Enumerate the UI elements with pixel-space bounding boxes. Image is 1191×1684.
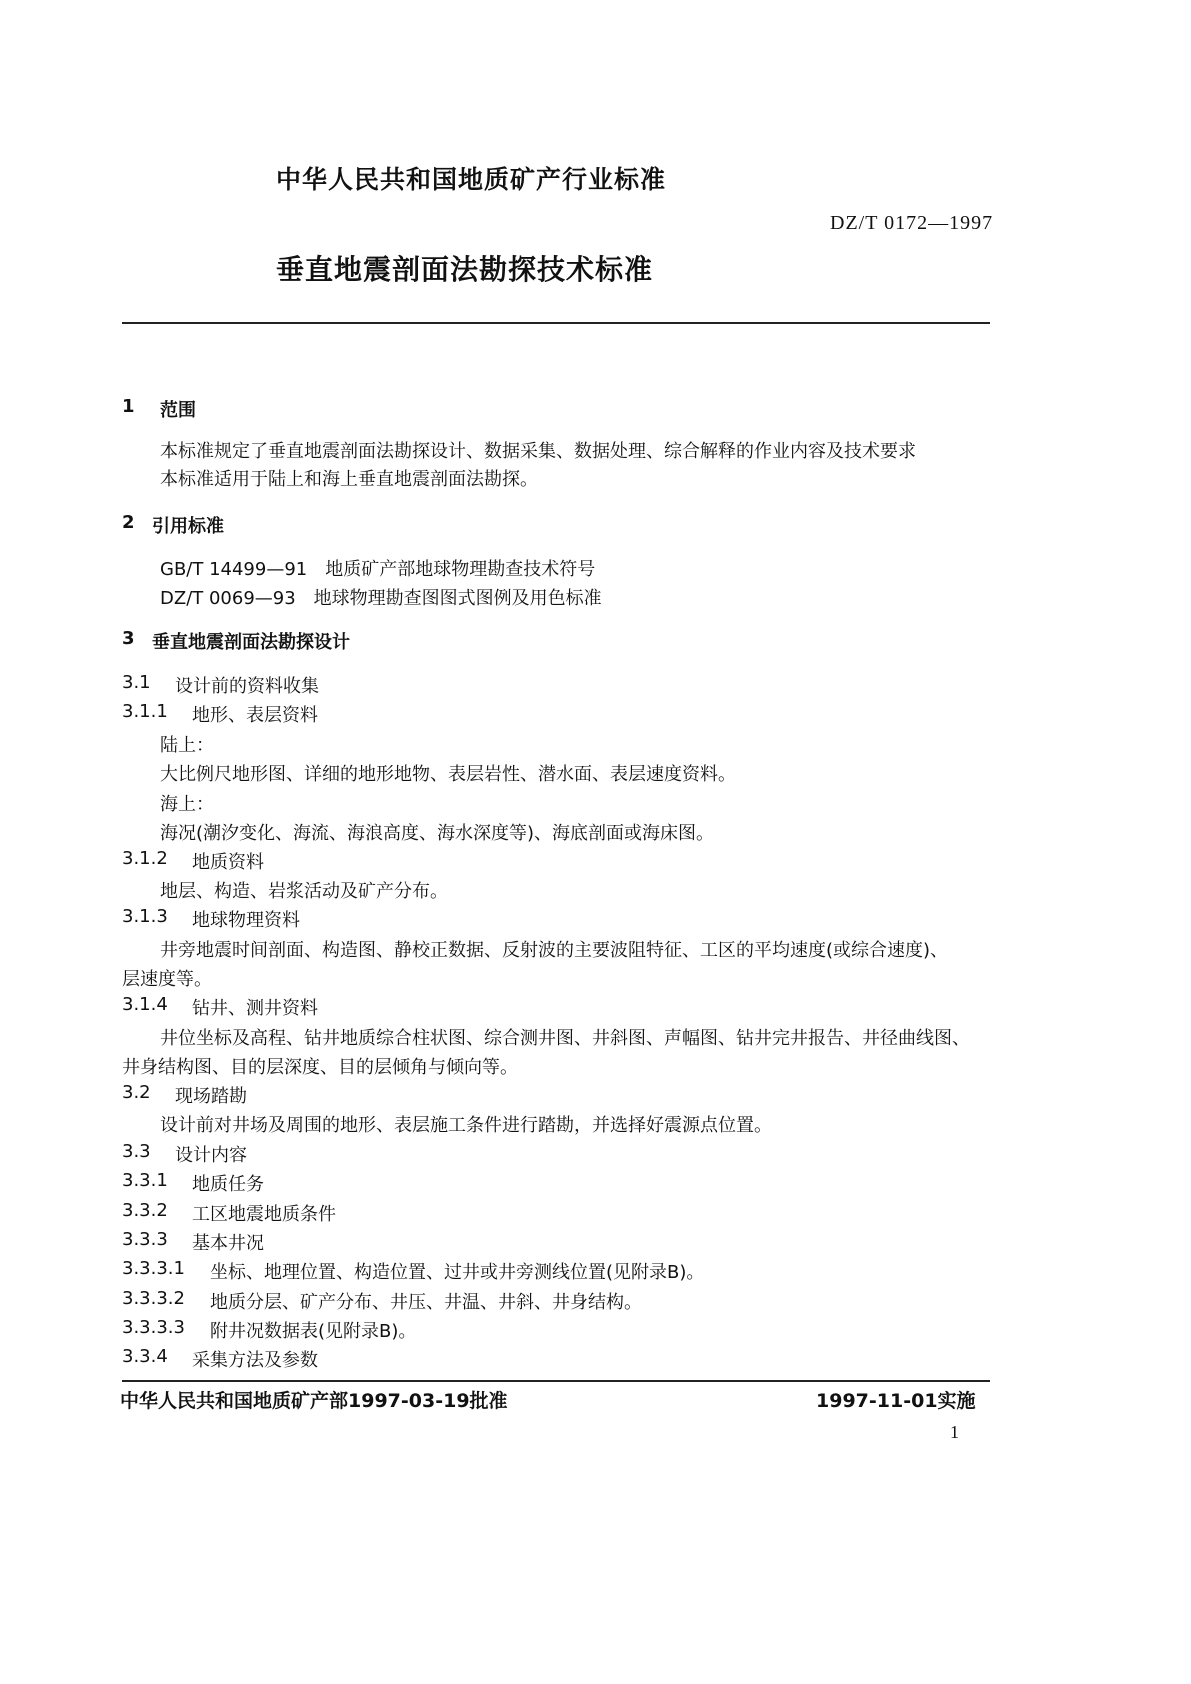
section-number: 3.1.3 xyxy=(122,906,168,927)
section-heading xyxy=(122,1346,318,1371)
body-text-line: 本标准规定了垂直地震剖面法勘探设计、数据采集、数据处理、综合解释的作业内容及技术要求 xyxy=(160,441,916,462)
body-text-line: 陆上： xyxy=(160,735,214,756)
section-title: 范围 xyxy=(160,400,196,421)
section-number: 3.2 xyxy=(122,1082,151,1103)
industry-standard-heading: 中华人民共和国地质矿产行业标准 xyxy=(276,165,667,194)
body-text-line: 海况(潮汐变化、海流、海浪高度、海水深度等)、海底剖面或海床图。 xyxy=(160,823,715,844)
section-heading xyxy=(122,1258,705,1283)
section-number: 3.1 xyxy=(122,672,151,693)
section-number: 1 xyxy=(122,396,135,417)
section-title: 垂直地震剖面法勘探设计 xyxy=(152,632,350,653)
section-title: 地质分层、矿产分布、井压、井温、井斜、井身结构。 xyxy=(210,1292,642,1313)
section-heading xyxy=(122,396,196,421)
section-title: 设计前的资料收集 xyxy=(175,676,319,697)
section-title: 钻井、测井资料 xyxy=(192,998,318,1019)
section-heading xyxy=(122,1141,247,1166)
section-title: 采集方法及参数 xyxy=(192,1350,318,1371)
body-text-line: 井旁地震时间剖面、构造图、静校正数据、反射波的主要波阻特征、工区的平均速度(或综合速度)、 xyxy=(160,940,949,961)
body-text-line: 海上： xyxy=(160,794,214,815)
effective-date: 1997-11-01实施 xyxy=(816,1390,976,1412)
body-text-line: 井位坐标及高程、钻井地质综合柱状图、综合测井图、井斜图、声幅图、钻井完井报告、井径曲线图、 xyxy=(160,1028,970,1049)
section-heading xyxy=(122,1229,264,1254)
section-title: 地形、表层资料 xyxy=(192,705,318,726)
section-number: 3.1.4 xyxy=(122,994,168,1015)
section-number: 3.3.3.3 xyxy=(122,1317,185,1338)
body-text-line: 层速度等。 xyxy=(122,969,212,990)
section-title: 地球物理资料 xyxy=(192,910,300,931)
section-number: 3.3.4 xyxy=(122,1346,168,1367)
body-text-line: 井身结构图、目的层深度、目的层倾角与倾向等。 xyxy=(122,1057,518,1078)
section-heading xyxy=(122,672,319,697)
standard-code: DZ/T 0172—1997 xyxy=(830,212,994,234)
section-title: 设计内容 xyxy=(175,1145,247,1166)
section-heading xyxy=(122,906,300,931)
footer-divider xyxy=(122,1380,990,1382)
section-number: 3.1.2 xyxy=(122,848,168,869)
section-number: 3 xyxy=(122,628,135,649)
section-number: 3.3.2 xyxy=(122,1200,168,1221)
section-number: 3.1.1 xyxy=(122,701,168,722)
body-text-line: GB/T 14499—91 地质矿产部地球物理勘查技术符号 xyxy=(160,559,596,580)
header-divider xyxy=(122,322,990,324)
section-heading xyxy=(122,1170,264,1195)
section-heading xyxy=(122,1200,336,1225)
section-title: 地质任务 xyxy=(192,1174,264,1195)
section-title: 坐标、地理位置、构造位置、过井或井旁测线位置(见附录B)。 xyxy=(210,1262,705,1283)
body-text-line: DZ/T 0069—93 地球物理勘查图图式图例及用色标准 xyxy=(160,588,602,609)
body-text-line: 大比例尺地形图、详细的地形地物、表层岩性、潜水面、表层速度资料。 xyxy=(160,764,736,785)
page-number: 1 xyxy=(950,1422,959,1442)
section-heading xyxy=(122,1082,247,1107)
approval-line: 中华人民共和国地质矿产部1997-03-19批准 xyxy=(120,1390,508,1412)
section-heading xyxy=(122,848,264,873)
section-heading xyxy=(122,1288,642,1313)
section-heading xyxy=(122,701,318,726)
section-title: 地质资料 xyxy=(192,852,264,873)
section-heading xyxy=(122,994,318,1019)
body-text-line: 地层、构造、岩浆活动及矿产分布。 xyxy=(160,881,448,902)
section-title: 现场踏勘 xyxy=(175,1086,247,1107)
section-heading xyxy=(122,1317,417,1342)
section-title: 基本井况 xyxy=(192,1233,264,1254)
section-title: 附井况数据表(见附录B)。 xyxy=(210,1321,417,1342)
section-title: 工区地震地质条件 xyxy=(192,1204,336,1225)
section-number: 2 xyxy=(122,512,135,533)
section-heading xyxy=(122,512,224,537)
body-text-line: 设计前对井场及周围的地形、表层施工条件进行踏勘，并选择好震源点位置。 xyxy=(160,1115,772,1136)
section-number: 3.3.3.1 xyxy=(122,1258,185,1279)
section-number: 3.3 xyxy=(122,1141,151,1162)
section-number: 3.3.3 xyxy=(122,1229,168,1250)
section-heading xyxy=(122,628,350,653)
document-title: 垂直地震剖面法勘探技术标准 xyxy=(276,253,654,286)
section-number: 3.3.1 xyxy=(122,1170,168,1191)
section-title: 引用标准 xyxy=(152,516,224,537)
body-text-line: 本标准适用于陆上和海上垂直地震剖面法勘探。 xyxy=(160,469,538,490)
section-number: 3.3.3.2 xyxy=(122,1288,185,1309)
